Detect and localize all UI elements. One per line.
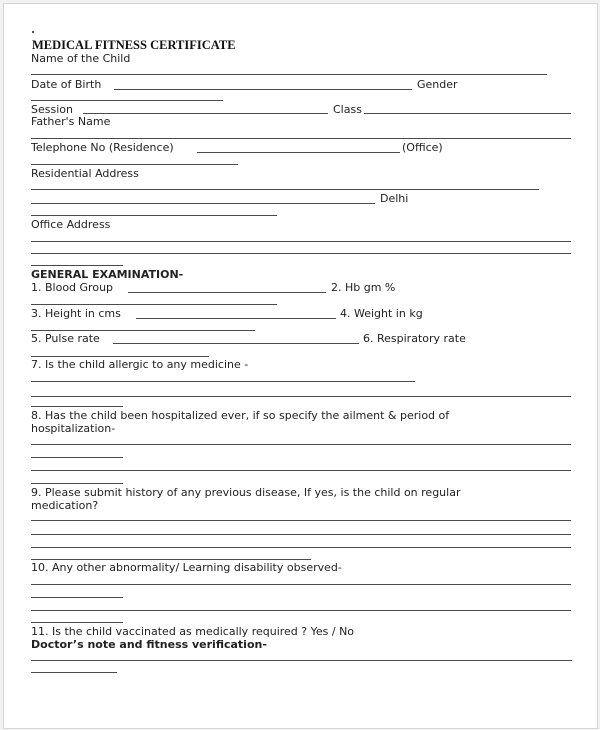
field-name-of-child[interactable] <box>31 74 547 75</box>
field-hb[interactable] <box>31 304 277 305</box>
field-date-of-birth[interactable] <box>114 89 412 90</box>
field-telephone-residence[interactable] <box>197 152 400 153</box>
field-class[interactable] <box>364 113 571 114</box>
field-height[interactable] <box>136 318 336 319</box>
label-city-delhi: Delhi <box>380 192 409 205</box>
field-pulse-rate[interactable] <box>113 343 359 344</box>
field-session[interactable] <box>83 113 328 114</box>
label-telephone-office: (Office) <box>402 141 443 154</box>
field-q8-line-1[interactable] <box>31 444 571 445</box>
field-office-address-line-2[interactable] <box>31 253 571 254</box>
stray-mark <box>32 31 34 33</box>
field-q7-line-1[interactable] <box>31 381 415 382</box>
field-q9-line-3[interactable] <box>31 547 571 548</box>
field-office-address-line-1[interactable] <box>31 241 571 242</box>
label-pulse-rate: 5. Pulse rate <box>31 332 100 345</box>
question-10: 10. Any other abnormality/ Learning disability observed- <box>31 561 342 574</box>
label-weight: 4. Weight in kg <box>340 307 423 320</box>
label-office-address: Office Address <box>31 218 111 231</box>
label-hb: 2. Hb gm % <box>331 281 396 294</box>
field-q9-line-1[interactable] <box>31 520 571 521</box>
label-class: Class <box>333 103 362 116</box>
label-name-of-child: Name of the Child <box>31 52 131 65</box>
field-q10-line-1[interactable] <box>31 584 571 585</box>
field-fathers-name[interactable] <box>31 138 571 139</box>
field-blood-group[interactable] <box>128 292 326 293</box>
field-q9-line-4[interactable] <box>31 559 311 560</box>
field-q8-line-2[interactable] <box>31 457 123 458</box>
field-q10-line-4[interactable] <box>31 622 123 623</box>
field-doctor-note-line-1[interactable] <box>31 660 572 661</box>
field-telephone-office[interactable] <box>31 164 238 165</box>
field-q9-line-2[interactable] <box>31 534 571 535</box>
label-telephone-residence: Telephone No (Residence) <box>31 141 174 154</box>
question-11: 11. Is the child vaccinated as medically required ? Yes / No <box>31 625 355 638</box>
section-heading-general-examination: GENERAL EXAMINATION- <box>31 268 184 281</box>
certificate-page <box>3 3 598 729</box>
doctor-note-heading: Doctor’s note and fitness verification- <box>31 638 267 651</box>
field-gender[interactable] <box>31 100 223 101</box>
field-q8-line-4[interactable] <box>31 483 123 484</box>
question-7: 7. Is the child allergic to any medicine - <box>31 358 249 371</box>
field-q10-line-2[interactable] <box>31 597 123 598</box>
question-9-line-2: medication? <box>31 499 99 512</box>
label-gender: Gender <box>417 78 458 91</box>
label-respiratory-rate: 6. Respiratory rate <box>363 332 466 345</box>
label-fathers-name: Father's Name <box>31 115 111 128</box>
field-residential-address-line-3[interactable] <box>31 215 277 216</box>
field-q7-line-3[interactable] <box>31 406 123 407</box>
field-doctor-note-line-2[interactable] <box>31 672 117 673</box>
question-8-line-2: hospitalization- <box>31 422 116 435</box>
label-session: Session <box>31 103 73 116</box>
document-title: MEDICAL FITNESS CERTIFICATE <box>32 38 236 52</box>
field-q8-line-3[interactable] <box>31 470 571 471</box>
field-residential-address-line-1[interactable] <box>31 189 539 190</box>
label-height: 3. Height in cms <box>31 307 121 320</box>
label-residential-address: Residential Address <box>31 167 139 180</box>
question-8-line-1: 8. Has the child been hospitalized ever, if so specify the ailment & period of <box>31 409 450 422</box>
field-q10-line-3[interactable] <box>31 610 571 611</box>
field-residential-address-line-2[interactable] <box>31 203 375 204</box>
label-date-of-birth: Date of Birth <box>31 78 102 91</box>
field-weight[interactable] <box>31 330 255 331</box>
field-respiratory-rate[interactable] <box>31 356 209 357</box>
label-blood-group: 1. Blood Group <box>31 281 114 294</box>
field-office-address-line-3[interactable] <box>31 265 123 266</box>
question-9-line-1: 9. Please submit history of any previous disease, If yes, is the child on regular <box>31 486 461 499</box>
field-q7-line-2[interactable] <box>31 396 571 397</box>
